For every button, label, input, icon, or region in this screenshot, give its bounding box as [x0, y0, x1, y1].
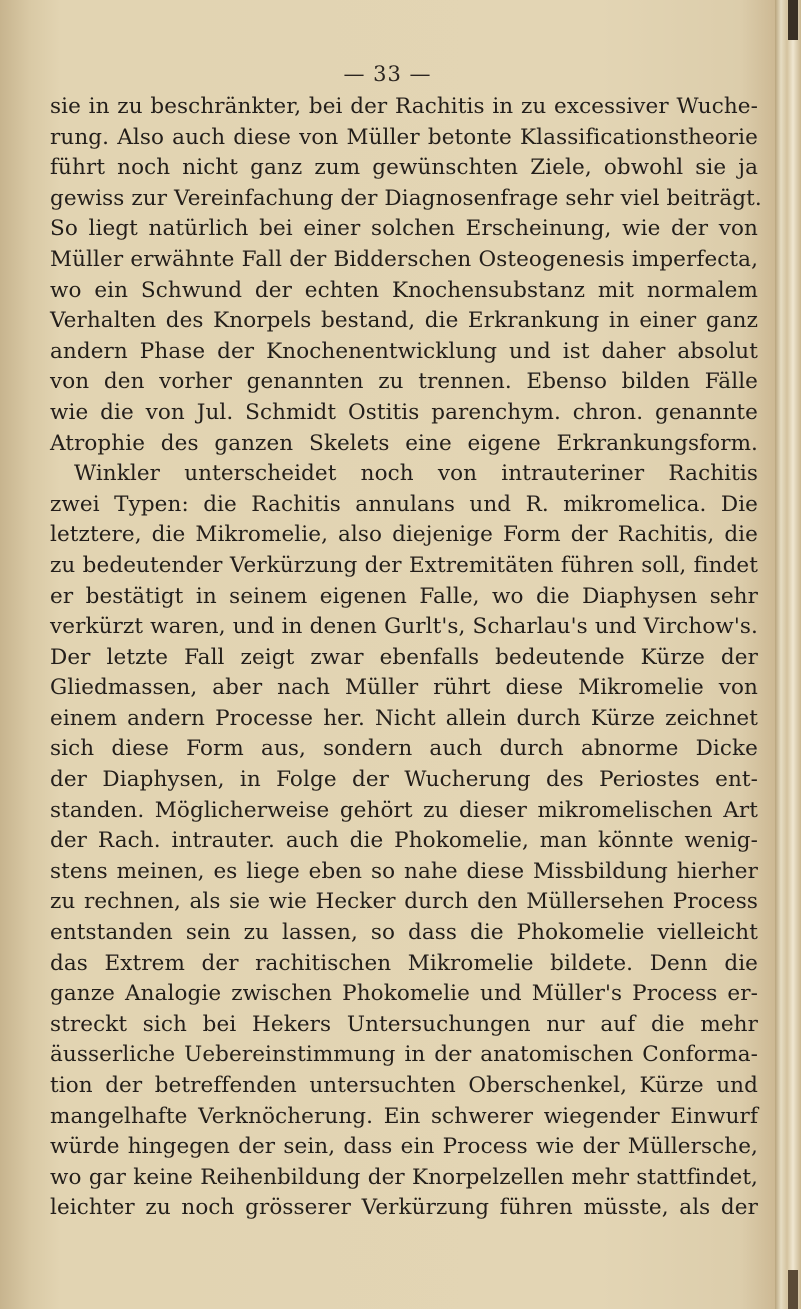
text-line: würde hingegen der sein, dass ein Process wie der Müllersche,: [50, 1134, 758, 1160]
text-line: sich diese Form aus, sondern auch durch abnorme Dicke: [50, 736, 758, 762]
text-line: gewiss zur Vereinfachung der Diagnosenfrage sehr viel beiträgt.: [50, 185, 762, 211]
text-line: wo gar keine Reihenbildung der Knorpelzellen mehr stattfindet,: [50, 1164, 758, 1190]
text-line: Winkler unterscheidet noch von intrauteriner Rachitis: [74, 461, 758, 487]
text-line: Gliedmassen, aber nach Müller rührt diese Mikromelie von: [50, 675, 758, 701]
edge-mark-bottom: [788, 1270, 798, 1309]
text-line: zu bedeutender Verkürzung der Extremitäten führen soll, findet: [50, 552, 758, 578]
body-text: [50, 92, 762, 1224]
text-line: Atrophie des ganzen Skelets eine eigene Erkrankungsform.: [50, 430, 758, 456]
text-line: stens meinen, es liege eben so nahe diese Missbildung hierher: [50, 858, 758, 884]
text-line: leichter zu noch grösserer Verkürzung führen müsste, als der: [50, 1195, 758, 1221]
text-line: sie in zu beschränkter, bei der Rachitis in zu excessiver Wuche-: [50, 94, 758, 119]
text-line: zwei Typen: die Rachitis annulans und R. mikromelica. Die: [50, 491, 758, 517]
text-line: von den vorher genannten zu trennen. Ebenso bilden Fälle: [50, 369, 758, 395]
text-line: das Extrem der rachitischen Mikromelie bildete. Denn die: [50, 950, 758, 976]
page-edge: [775, 0, 801, 1309]
text-line: entstanden sein zu lassen, so dass die Phokomelie vielleicht: [50, 920, 758, 946]
text-line: Der letzte Fall zeigt zwar ebenfalls bedeutende Kürze der: [50, 644, 758, 670]
text-line: wie die von Jul. Schmidt Ostitis parenchym. chron. genannte: [50, 399, 758, 425]
text-line: der Rach. intrauter. auch die Phokomelie, man könnte wenig-: [50, 828, 758, 854]
text-line: mangelhafte Verknöcherung. Ein schwerer wiegender Einwurf: [50, 1103, 758, 1129]
text-line: letztere, die Mikromelie, also diejenige Form der Rachitis, die: [50, 522, 758, 548]
text-line: andern Phase der Knochenentwicklung und ist daher absolut: [50, 338, 758, 364]
edge-mark-top: [788, 0, 798, 40]
page-number: — 33 —: [343, 62, 432, 86]
text-line: So liegt natürlich bei einer solchen Erscheinung, wie der von: [50, 216, 758, 242]
text-line: Verhalten des Knorpels bestand, die Erkrankung in einer ganz: [50, 308, 758, 334]
text-line: er bestätigt in seinem eigenen Falle, wo die Diaphysen sehr: [50, 583, 758, 609]
text-line: der Diaphysen, in Folge der Wucherung des Periostes ent-: [50, 767, 758, 793]
text-line: zu rechnen, als sie wie Hecker durch den Müllersehen Process: [50, 889, 758, 915]
text-line: tion der betreffenden untersuchten Oberschenkel, Kürze und: [50, 1073, 758, 1098]
text-line: rung. Also auch diese von Müller betonte Klassificationstheorie: [50, 124, 758, 150]
text-line: ganze Analogie zwischen Phokomelie und Müller's Process er-: [50, 981, 758, 1007]
text-line: führt noch nicht ganz zum gewünschten Ziele, obwohl sie ja: [50, 155, 758, 181]
text-line: streckt sich bei Hekers Untersuchungen nur auf die mehr: [50, 1011, 758, 1037]
text-line: standen. Möglicherweise gehört zu dieser mikromelischen Art: [50, 797, 758, 823]
text-line: wo ein Schwund der echten Knochensubstanz mit normalem: [50, 277, 758, 303]
text-line: verkürzt waren, und in denen Gurlt's, Scharlau's und Virchow's.: [50, 614, 758, 640]
text-line: einem andern Processe her. Nicht allein durch Kürze zeichnet: [50, 705, 758, 731]
text-line: Müller erwähnte Fall der Bidderschen Osteogenesis imperfecta,: [50, 246, 758, 272]
text-line: äusserliche Uebereinstimmung in der anatomischen Conforma-: [50, 1042, 758, 1068]
